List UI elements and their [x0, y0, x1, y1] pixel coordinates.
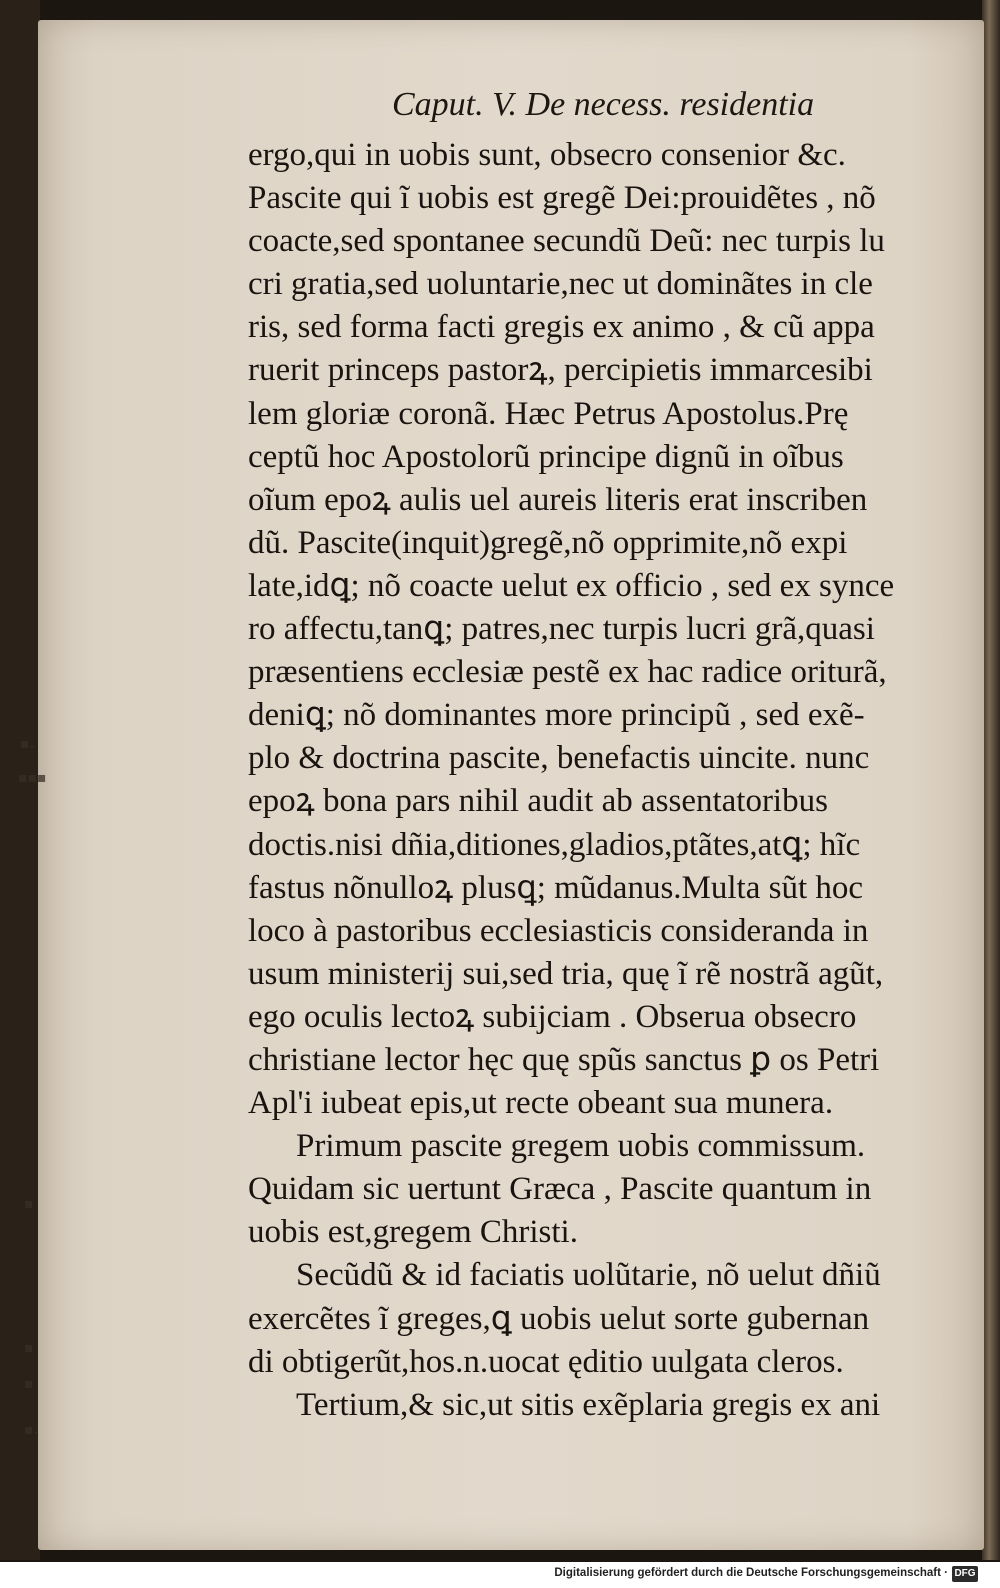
text-line: usum ministerij sui,sed tria, quę ĩ rẽ nostrã agũt,	[248, 955, 884, 992]
margin-fragment: ▪	[24, 1376, 34, 1392]
text-line: Secũdũ & id faciatis uolũtarie, nõ uelut dñiũ	[296, 1257, 881, 1294]
text-line: fastus nõnulloꝝ plusꝗ; mũdanus.Multa sũt hoc	[248, 869, 864, 906]
text-line: uobis est,gregem Christi.	[248, 1214, 578, 1251]
text-line: coacte,sed spontanee secundũ Deũ: nec turpis lu	[248, 223, 885, 260]
text-line: Primum pascite gregem uobis commissum.	[296, 1128, 866, 1165]
footer-bar	[0, 1562, 1000, 1588]
text-line: loco à pastoribus ecclesiasticis consideranda in	[248, 912, 869, 949]
text-line: dũ. Pascite(inquit)gregẽ,nõ opprimite,nõ expi	[248, 524, 848, 561]
text-line: ruerit princeps pastorꝝ, percipietis immarcesibi	[248, 352, 873, 389]
text-line: præsentiens ecclesiæ pestẽ ex hac radice oriturã,	[248, 654, 887, 691]
funding-note: Digitalisierung gefördert durch die Deutsche Forschungsgemeinschaft ·	[554, 1567, 948, 1579]
body-text	[248, 134, 948, 1427]
running-head: Caput. V. De necess. residentia	[392, 86, 815, 123]
text-line: ceptũ hoc Apostolorũ principe dignũ in oĩbus	[248, 438, 844, 475]
margin-fragment: ▪.	[20, 736, 35, 752]
margin-fragment: ▪.	[24, 1422, 39, 1438]
text-line: epoꝝ bona pars nihil audit ab assentatoribus	[248, 783, 828, 820]
text-line: Apl'i iubeat epis,ut recte obeant sua munera.	[248, 1085, 834, 1122]
margin-fragment: ▪	[24, 1340, 34, 1356]
text-line: plo & doctrina pascite, benefactis uincite. nunc	[248, 740, 870, 777]
text-line: Pascite qui ĩ uobis est gregẽ Dei:prouidẽtes , nõ	[248, 180, 876, 217]
book-edge	[982, 0, 1000, 1560]
text-line: exercẽtes ĩ greges,ꝗ uobis uelut sorte gubernan	[248, 1300, 870, 1337]
margin-fragment: ▪▪▪	[18, 770, 47, 786]
text-line: cri gratia,sed uoluntarie,nec ut dominãtes in cle	[248, 266, 873, 303]
text-line: ris, sed forma facti gregis ex animo , & cũ appa	[248, 309, 875, 346]
text-line: di obtigerũt,hos.n.uocat ęditio uulgata cleros.	[248, 1343, 844, 1380]
dfg-logo: DFG	[952, 1566, 978, 1582]
text-line: Quidam sic uertunt Græca , Pascite quantum in	[248, 1171, 872, 1208]
text-line: Tertium,& sic,ut sitis exẽplaria gregis ex ani	[296, 1386, 881, 1423]
text-line: late,idꝗ; nõ coacte uelut ex officio , sed ex synce	[248, 567, 895, 604]
text-line: ego oculis lectoꝝ subijciam . Obserua obsecro	[248, 998, 857, 1035]
text-line: christiane lector hęc quę spũs sanctus ꝑ os Petri	[248, 1041, 880, 1078]
text-line: ro affectu,tanꝗ; patres,nec turpis lucri grã,quasi	[248, 611, 875, 648]
text-line: doctis.nisi dñia,ditiones,gladios,ptãtes,atꝗ; hĩc	[248, 826, 861, 863]
text-line: ergo,qui in uobis sunt, obsecro consenior &c.	[248, 137, 846, 173]
text-line: deniꝗ; nõ dominantes more principũ , sed exẽ-	[248, 697, 865, 734]
margin-fragment: ▪	[24, 1196, 34, 1212]
text-line: lem gloriæ coronã. Hæc Petrus Apostolus.Prę	[248, 395, 849, 432]
text-line: oĩum epoꝝ aulis uel aureis literis erat inscriben	[248, 481, 868, 518]
